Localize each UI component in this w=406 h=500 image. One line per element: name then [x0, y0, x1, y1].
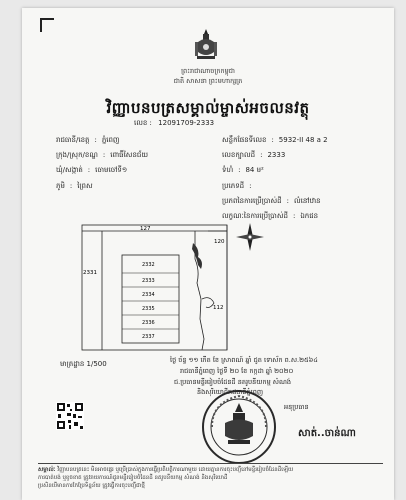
label-2335: 2335 [142, 306, 155, 312]
label-2337: 2337 [142, 334, 155, 340]
field-land-type: ប្រភេទដី : [222, 182, 252, 190]
field-land-use-source: ប្រភពនៃការប្រើប្រាស់ដី : លំនៅឋាន [222, 197, 321, 205]
field-parcel-number: លេខក្បាលដី : 2333 [222, 151, 286, 159]
label-2332: 2332 [142, 262, 155, 268]
official-seal-icon [200, 388, 278, 466]
field-land-use-type: លក្ខណៈនៃការប្រើប្រាស់ដី : ឯកជន [222, 212, 319, 220]
parcel-map [80, 219, 280, 354]
motto-line: ជាតិ សាសនា ព្រះមហាក្សត្រ [173, 77, 243, 85]
label-120: 120 [214, 239, 225, 245]
number-label: លេខ : [134, 119, 152, 127]
field-commune: ឃុំ/សង្កាត់ : ចោមចៅទី១ [56, 166, 128, 174]
certificate-title: វិញ្ញាបនបត្រសម្គាល់ម្ចាស់អចលនវត្ថុ [106, 99, 310, 117]
field-province: រាជធានី/ខេត្ត : ភ្នំពេញ [56, 136, 120, 144]
position-title: អនុប្រធាន [284, 403, 309, 411]
signature: សាត់..ចាន់ណា [298, 428, 356, 439]
corner-mark [40, 18, 54, 32]
label-2334: 2334 [142, 292, 155, 298]
office-line-1: ជ.ប្រធានមន្ទីររៀបចំដែនដី នគរូបនីយកម្ម សំណង់ [174, 378, 292, 386]
solar-date: រាជធានីភ្នំពេញ ថ្ងៃទី ២០ ខែ កក្កដា ឆ្នាំ ២០២០ [180, 367, 294, 375]
lunar-date: ថ្ងៃ ច័ន្ទ ១១ កើត ខែ ស្រាពណ៍ ឆ្នាំ ជូត ទោស័ក ព.ស.២៥៦៤ [170, 356, 318, 364]
certificate-page [22, 8, 394, 500]
label-2336: 2336 [142, 320, 155, 326]
field-district: ក្រុង/ស្រុក/ខណ្ឌ : ពោធិ៍សែនជ័យ [56, 151, 149, 159]
footer-line-2: ការបាត់បង់ ឬខូចខាត ត្រូវរាយការណ៍ជូនមន្ទីររៀបចំដែនដី នគរូបនីយកម្ម សំណង់ និងសុរិយោដី [38, 475, 228, 481]
field-map-sheet: សន្លឹកផែនទីលេខ : 5932-II 48 a 2 [222, 136, 328, 144]
label-127: 127 [140, 226, 151, 232]
map-scale: មាត្រដ្ឋាន 1/500 [60, 360, 107, 368]
field-area: ទំហំ : 84 ម² [222, 166, 264, 174]
label-2333: 2333 [142, 278, 155, 284]
label-112: 112 [213, 305, 224, 311]
footer-note [38, 463, 383, 490]
qr-code-icon [56, 402, 84, 430]
kingdom-line: ព្រះរាជាណាចក្រកម្ពុជា [181, 67, 235, 75]
number-value: 12091709-2333 [158, 119, 215, 127]
royal-crest-icon [192, 28, 220, 62]
field-village: ភូមិ : ព្រៃស [56, 182, 93, 190]
label-2331: 2331 [83, 270, 97, 276]
footer-line-3: ប្រសិនបើមានការកែប្រែទិន្នន័យ ត្រូវធ្វើការចុះបញ្ជីជាថ្មី [38, 483, 145, 489]
certificate-number [134, 119, 214, 129]
office-line-2: និងសុរិយោដីរាជធានីភ្នំពេញ [197, 388, 264, 396]
footer-line-1: សម្គាល់ៈ វិញ្ញាបនបត្រនេះ មិនអាចផ្ទេរ ឬប្រើប្រាស់ក្នុងការធ្វើប្រតិបត្តិការណាមួយ ដោយគ្មានការចុះបញ្ជីនៅមន្ទីររៀបចំដែនដីឡើយ [38, 467, 294, 473]
